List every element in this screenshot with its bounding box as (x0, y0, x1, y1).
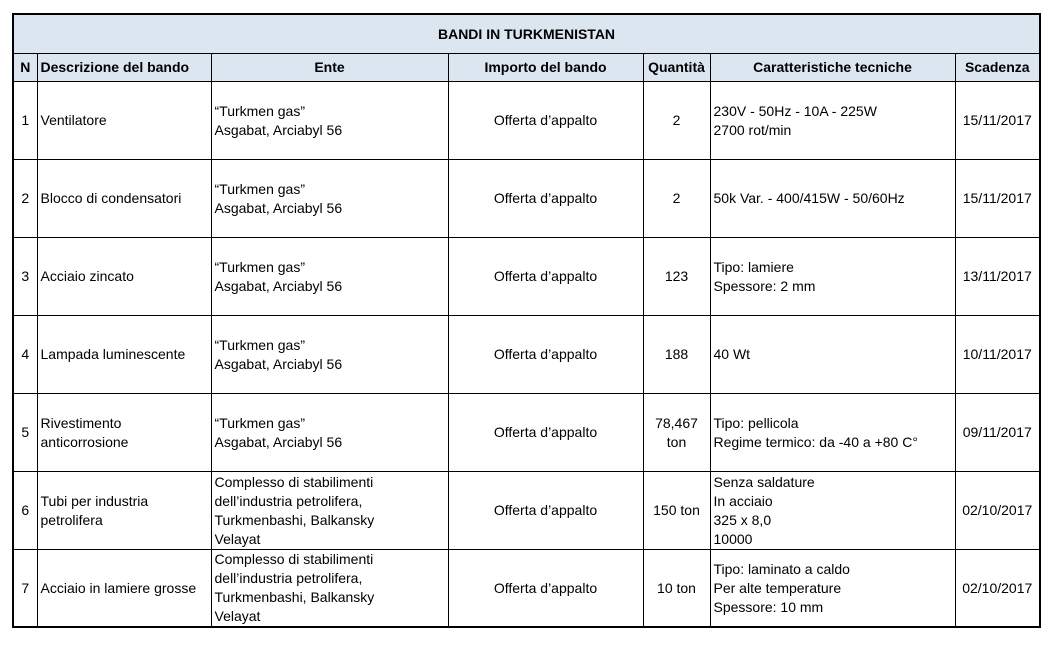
cell-scadenza: 13/11/2017 (955, 238, 1040, 316)
cell-ente-line: “Turkmen gas” (214, 336, 306, 353)
cell-quantita-line: 2 (672, 112, 681, 128)
cell-caratteristiche-line: 50k Var. - 400/415W - 50/60Hz (713, 190, 905, 206)
cell-quantita (643, 472, 710, 550)
cell-importo: Offerta d’appalto (448, 160, 643, 238)
cell-scadenza: 02/10/2017 (955, 550, 1040, 628)
cell-descrizione-line: Rivestimento (40, 414, 122, 431)
cell-ente (211, 316, 448, 394)
cell-descrizione-line: Acciaio in lamiere grosse (40, 579, 197, 596)
cell-n: 6 (13, 472, 37, 550)
cell-descrizione-line: anticorrosione (40, 433, 129, 450)
cell-caratteristiche (710, 316, 955, 394)
cell-n: 2 (13, 160, 37, 238)
cell-ente (211, 238, 448, 316)
cell-quantita (643, 394, 710, 472)
cell-ente-line: Turkmenbashi, Balkansky (214, 589, 375, 605)
cell-quantita-line: 188 (664, 346, 689, 362)
cell-caratteristiche-line: Regime termico: da -40 a +80 C° (713, 433, 918, 450)
table-row (13, 238, 1040, 316)
cell-scadenza: 10/11/2017 (955, 316, 1040, 394)
table-row (13, 82, 1040, 160)
cell-caratteristiche (710, 160, 955, 238)
cell-caratteristiche-line: Per alte temperature (713, 579, 842, 596)
cell-ente (211, 550, 448, 628)
cell-ente-line: dell’industria petrolifera, (214, 492, 363, 509)
table-body (13, 82, 1040, 628)
table-title: BANDI IN TURKMENISTAN (13, 14, 1040, 54)
cell-quantita-line: 150 ton (653, 502, 700, 518)
cell-importo: Offerta d’appalto (448, 550, 643, 628)
cell-caratteristiche-line: 325 x 8,0 (713, 511, 772, 528)
cell-descrizione (37, 394, 211, 472)
cell-ente-line: “Turkmen gas” (214, 258, 306, 275)
cell-caratteristiche (710, 472, 955, 550)
header-quantita: Quantità (643, 54, 710, 82)
cell-scadenza: 09/11/2017 (955, 394, 1040, 472)
cell-n: 1 (13, 82, 37, 160)
cell-caratteristiche (710, 82, 955, 160)
cell-caratteristiche (710, 238, 955, 316)
cell-caratteristiche-line: Spessore: 2 mm (713, 277, 816, 294)
cell-quantita-line: 2 (672, 190, 681, 206)
cell-descrizione (37, 472, 211, 550)
cell-caratteristiche-line: 10000 (713, 530, 753, 547)
tenders-table (12, 13, 1041, 628)
cell-ente-line: Asgabat, Arciabyl 56 (214, 199, 343, 216)
table-row (13, 316, 1040, 394)
header-scadenza: Scadenza (955, 54, 1040, 82)
cell-ente-line: Velayat (214, 608, 261, 624)
cell-descrizione (37, 550, 211, 628)
cell-importo: Offerta d’appalto (448, 238, 643, 316)
cell-ente-line: Complesso di stabilimenti (214, 473, 374, 490)
cell-caratteristiche-line: Senza saldature (713, 473, 815, 490)
cell-n: 5 (13, 394, 37, 472)
cell-importo: Offerta d’appalto (448, 394, 643, 472)
cell-caratteristiche-line: Tipo: lamiere (713, 258, 794, 275)
cell-caratteristiche-line: 40 Wt (713, 346, 751, 362)
cell-ente-line: dell’industria petrolifera, (214, 570, 363, 586)
cell-ente-line: Asgabat, Arciabyl 56 (214, 277, 343, 294)
cell-ente-line: Velayat (214, 530, 261, 547)
cell-caratteristiche (710, 550, 955, 628)
cell-ente-line: “Turkmen gas” (214, 414, 306, 431)
cell-ente (211, 82, 448, 160)
cell-descrizione (37, 82, 211, 160)
cell-ente (211, 394, 448, 472)
table-row (13, 394, 1040, 472)
cell-descrizione-line: Tubi per industria (40, 492, 149, 509)
cell-caratteristiche-line: Tipo: pellicola (713, 414, 799, 431)
cell-scadenza: 02/10/2017 (955, 472, 1040, 550)
cell-quantita (643, 238, 710, 316)
cell-ente-line: Asgabat, Arciabyl 56 (214, 355, 343, 372)
cell-descrizione (37, 238, 211, 316)
cell-caratteristiche-line: In acciaio (713, 492, 773, 509)
cell-ente (211, 160, 448, 238)
cell-ente-line: Asgabat, Arciabyl 56 (214, 121, 343, 138)
cell-importo: Offerta d’appalto (448, 472, 643, 550)
cell-descrizione-line: petrolifera (40, 511, 103, 528)
cell-quantita (643, 82, 710, 160)
cell-caratteristiche-line: Spessore: 10 mm (713, 598, 824, 615)
cell-descrizione-line: Blocco di condensatori (40, 190, 182, 206)
cell-importo: Offerta d’appalto (448, 316, 643, 394)
header-descrizione: Descrizione del bando (37, 54, 211, 82)
cell-quantita (643, 160, 710, 238)
cell-scadenza: 15/11/2017 (955, 160, 1040, 238)
cell-n: 3 (13, 238, 37, 316)
cell-descrizione-line: Lampada luminescente (40, 346, 186, 362)
header-ente: Ente (211, 54, 448, 82)
cell-ente-line: Complesso di stabilimenti (214, 551, 374, 567)
cell-quantita-line: 123 (664, 268, 689, 284)
cell-n: 4 (13, 316, 37, 394)
cell-scadenza: 15/11/2017 (955, 82, 1040, 160)
cell-quantita-line: ton (666, 433, 687, 450)
cell-quantita-line: 78,467 (655, 414, 698, 431)
cell-ente-line: “Turkmen gas” (214, 180, 306, 197)
cell-caratteristiche-line: 230V - 50Hz - 10A - 225W (713, 102, 877, 119)
cell-n: 7 (13, 550, 37, 628)
header-importo: Importo del bando (448, 54, 643, 82)
cell-quantita (643, 550, 710, 628)
header-caratteristiche: Caratteristiche tecniche (710, 54, 955, 82)
cell-ente-line: “Turkmen gas” (214, 102, 306, 119)
table-row (13, 160, 1040, 238)
table-row (13, 472, 1040, 550)
cell-importo: Offerta d’appalto (448, 82, 643, 160)
cell-quantita-line: 10 ton (657, 579, 696, 596)
cell-descrizione (37, 316, 211, 394)
cell-caratteristiche-line: 2700 rot/min (713, 121, 792, 138)
cell-caratteristiche (710, 394, 955, 472)
cell-caratteristiche-line: Tipo: laminato a caldo (713, 560, 850, 577)
cell-quantita (643, 316, 710, 394)
table-row (13, 550, 1040, 628)
cell-ente-line: Turkmenbashi, Balkansky (214, 511, 375, 528)
cell-descrizione (37, 160, 211, 238)
cell-descrizione-line: Acciaio zincato (40, 268, 134, 284)
header-n: N (13, 54, 37, 82)
cell-descrizione-line: Ventilatore (40, 112, 107, 128)
cell-ente (211, 472, 448, 550)
cell-ente-line: Asgabat, Arciabyl 56 (214, 433, 343, 450)
